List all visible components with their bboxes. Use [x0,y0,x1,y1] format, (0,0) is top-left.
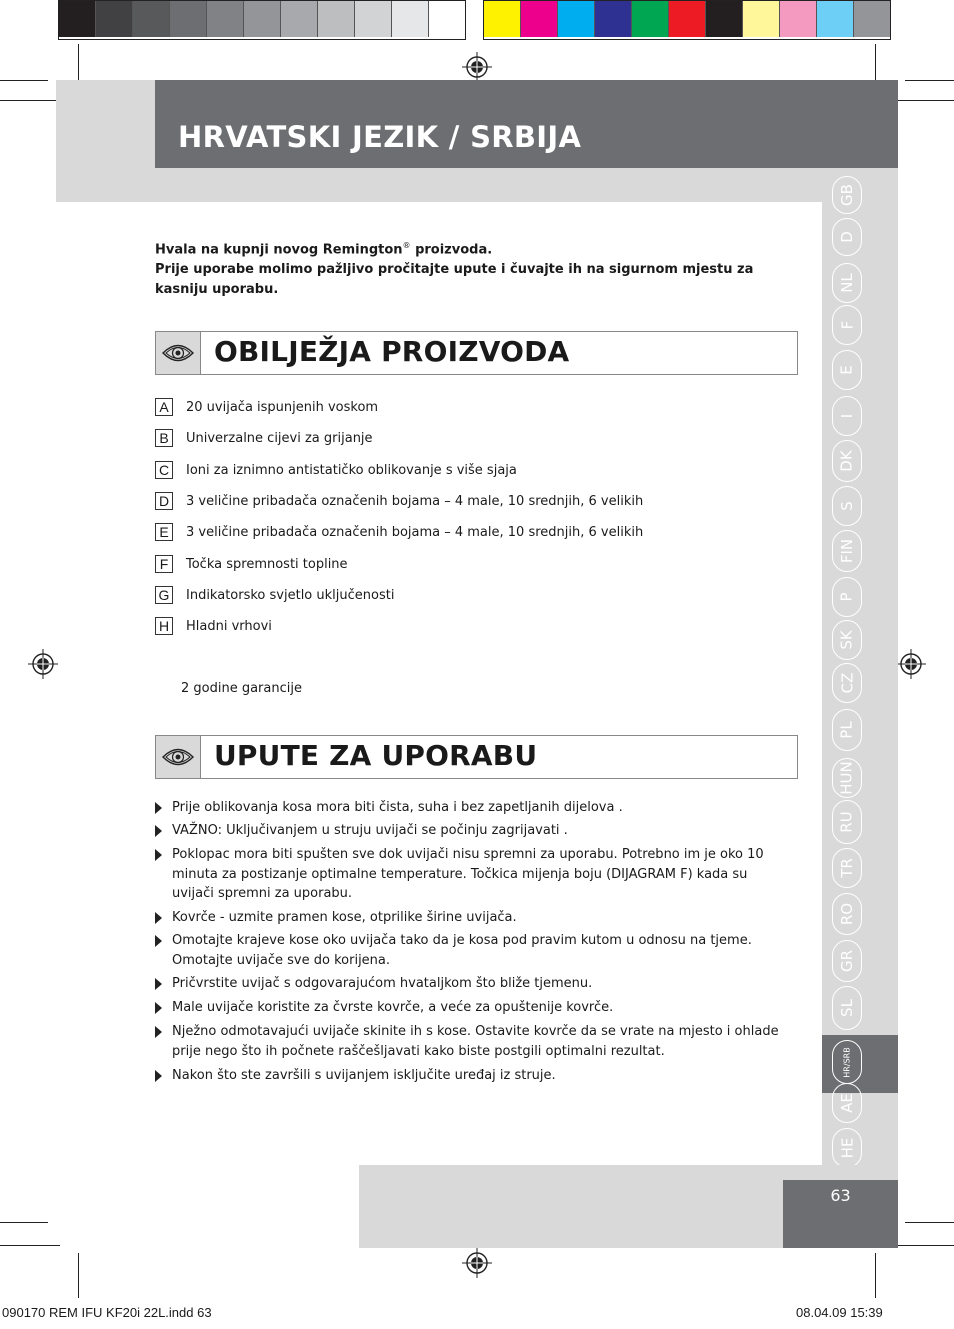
color-swatch [595,1,632,37]
color-swatch [558,1,595,37]
language-tab-label: HUN [838,761,857,795]
language-tab-ro[interactable] [832,893,862,935]
instruction-step [155,845,790,904]
bullet-arrow-icon [155,935,162,947]
language-tab-label: SL [837,999,856,1017]
feature-text: Univerzalne cijevi za grijanje [186,430,373,446]
language-tab-label: I [838,413,856,419]
language-tab-label: SK [837,630,856,650]
language-tab-label: RU [838,811,856,833]
feature-item [155,460,517,480]
color-swatch [743,1,780,37]
language-tab-i[interactable] [832,396,862,436]
feature-text: 3 veličine pribadača označenih bojama – 4 male, 10 srednjih, 6 velikih [186,493,644,509]
eye-icon [161,342,195,364]
intro-line1-end: proizvoda. [410,242,493,258]
language-tab-label: RO [837,902,856,926]
feature-item [155,428,373,448]
feature-item [155,554,348,574]
gray-swatch [355,1,392,37]
instruction-step [155,908,790,928]
gray-swatch [133,1,170,37]
crop-mark [0,100,60,101]
language-tab-label: GR [837,949,856,973]
usage-section-header [155,735,798,779]
language-tab-label: AE [838,1093,856,1113]
instruction-text: VAŽNO: Uključivanjem u struju uvijači se počinju zagrijavati . [172,823,568,838]
page-title: HRVATSKI JEZIK / SRBIJA [178,120,582,154]
gray-swatch [96,1,133,37]
language-tab-label: CZ [838,672,856,694]
instruction-step [155,798,790,818]
language-tab-label: GB [837,184,856,206]
crop-mark [0,1222,48,1223]
language-tab-sk[interactable] [832,620,862,660]
bullet-arrow-icon [155,1070,162,1082]
usage-icon-cell [156,736,201,778]
bullet-arrow-icon [155,978,162,990]
language-tab-hr-srb[interactable] [832,1040,862,1084]
gray-swatch [429,1,465,37]
language-tab-label: DK [837,450,856,472]
color-swatch [484,1,521,37]
grayscale-calibration-bar [58,0,466,40]
usage-section-title: UPUTE ZA UPORABU [214,739,538,772]
color-swatch [854,1,890,37]
instruction-step [155,1066,790,1086]
footer-file-name: 090170 REM IFU KF20i 22L.indd 63 [2,1305,212,1320]
gray-swatch [244,1,281,37]
language-tab-f[interactable] [832,305,862,345]
feature-letter: B [155,429,173,447]
instruction-text: Kovrče - uzmite pramen kose, otprilike širine uvijača. [172,910,517,925]
language-tab-label: HE [837,1137,856,1159]
features-section-title: OBILJEŽJA PROIZVODA [214,335,570,368]
guarantee-text: 2 godine garancije [181,681,302,696]
color-swatch [780,1,817,37]
crop-mark [0,1245,60,1246]
registered-mark: ® [402,241,411,250]
feature-item [155,397,378,417]
feature-letter: E [155,523,173,541]
registration-mark-icon [28,649,58,679]
registration-mark-icon [896,649,926,679]
feature-text: Indikatorsko svjetlo uključenosti [186,587,395,603]
language-tab-label: TR [838,858,856,878]
language-tab-pl[interactable] [832,709,862,751]
language-tab-sl[interactable] [832,986,862,1030]
language-tab-p[interactable] [832,577,862,617]
language-tab-d[interactable] [832,218,862,256]
language-tab-s[interactable] [832,486,862,526]
gray-swatch [170,1,207,37]
feature-letter: D [155,492,173,510]
feature-item [155,616,272,636]
feature-letter: H [155,617,173,635]
language-tab-label: HR/SRB [842,1046,852,1078]
registration-mark-icon [462,52,492,82]
language-tab-label: NL [837,273,856,293]
language-tab-label: FIN [838,538,856,564]
bullet-arrow-icon [155,849,162,861]
crop-mark [78,44,79,84]
feature-text: Točka spremnosti topline [186,556,348,572]
intro-line1: Hvala na kupnji novog Remington [155,242,403,258]
instruction-text: Prije oblikovanja kosa mora biti čista, suha i bez zapetljanih dijelova . [172,800,623,815]
language-tab-label: PL [838,721,856,739]
language-tab-ae[interactable] [832,1083,862,1123]
bullet-arrow-icon [155,802,162,814]
instruction-step [155,931,790,970]
feature-letter: C [155,461,173,479]
language-tab-label: D [838,231,856,243]
eye-icon [161,746,195,768]
language-tab-e[interactable] [832,350,862,390]
instruction-text: Male uvijače koristite za čvrste kovrče, a veće za opuštenije kovrče. [172,1000,614,1015]
language-tab-dk[interactable] [832,440,862,482]
language-tab-label: E [837,365,856,375]
feature-item [155,491,643,511]
gray-swatch [207,1,244,37]
gray-swatch [59,1,96,37]
crop-mark [895,1245,954,1246]
color-swatch [669,1,706,37]
instruction-step [155,974,790,994]
feature-letter: G [155,586,173,604]
feature-text: 3 veličine pribadača označenih bojama – 4 male, 10 srednjih, 6 velikih [186,524,644,540]
crop-mark [0,80,48,81]
feature-letter: A [155,398,173,416]
gray-swatch [318,1,355,37]
instruction-text: Nježno odmotavajući uvijače skinite ih s kose. Ostavite kovrče da se vrate na mjesto i ohlade prije nego što ih počnete raščešljavati kako biste postgili optimalni rezultat. [172,1024,779,1059]
bullet-arrow-icon [155,912,162,924]
footer-date: 08.04.09 15:39 [796,1305,883,1320]
features-section-header [155,331,798,375]
gray-swatch [392,1,429,37]
registration-mark-icon [462,1248,492,1278]
page-number: 63 [830,1186,851,1205]
language-tab-label: P [837,592,856,602]
instruction-text: Nakon što ste završili s uvijanjem isključite uređaj iz struje. [172,1068,556,1083]
crop-mark [895,100,954,101]
bullet-arrow-icon [155,825,162,837]
crop-mark [905,1222,954,1223]
features-icon-cell [156,332,201,374]
language-tab-gb[interactable] [832,176,862,214]
color-swatch [817,1,854,37]
bullet-arrow-icon [155,1002,162,1014]
feature-item [155,585,394,605]
language-tab-tr[interactable] [832,848,862,888]
crop-mark [78,1253,79,1298]
crop-mark [875,1253,876,1298]
instruction-step [155,998,790,1018]
instruction-text: Pričvrstite uvijač s odgovarajućom hvataljkom što bliže tjemenu. [172,976,593,991]
color-calibration-bar [483,0,891,40]
feature-letter: F [155,555,173,573]
language-tab-nl[interactable] [832,263,862,303]
gray-swatch [281,1,318,37]
feature-text: 20 uvijača ispunjenih voskom [186,399,379,415]
color-swatch [632,1,669,37]
language-tab-cz[interactable] [832,663,862,703]
instruction-text: Omotajte krajeve kose oko uvijača tako da je kosa pod pravim kutom u odnosu na tjeme. Omotajte uvijače sve do korijena. [172,933,752,968]
color-swatch [706,1,743,37]
language-tab-gr[interactable] [832,940,862,982]
language-tab-hun[interactable] [832,758,862,798]
color-swatch [521,1,558,37]
instruction-text: Poklopac mora biti spušten sve dok uvijači nisu spremni za uporabu. Potrebno im je oko 10 minuta za postizanje optimalne temperature. Točkica mijenja boju (DIJAGRAM F) kada su uvijači spremni za uporabu. [172,847,764,901]
language-tab-label: F [837,320,856,330]
language-tab-he[interactable] [832,1128,862,1168]
language-tab-fin[interactable] [832,530,862,572]
feature-text: Hladni vrhovi [186,618,272,634]
feature-text: Ioni za iznimno antistatičko oblikovanje s više sjaja [186,462,517,478]
language-tab-label: S [838,501,856,511]
bullet-arrow-icon [155,1026,162,1038]
crop-mark [905,80,954,81]
feature-item [155,522,643,542]
intro-text [155,236,795,300]
crop-mark [875,44,876,84]
instruction-step [155,1022,790,1061]
intro-line2: Prije uporabe molimo pažljivo pročitajte upute i čuvajte ih na sigurnom mjestu za kasniju uporabu. [155,262,754,298]
language-tab-ru[interactable] [832,800,862,844]
instruction-step [155,821,790,841]
